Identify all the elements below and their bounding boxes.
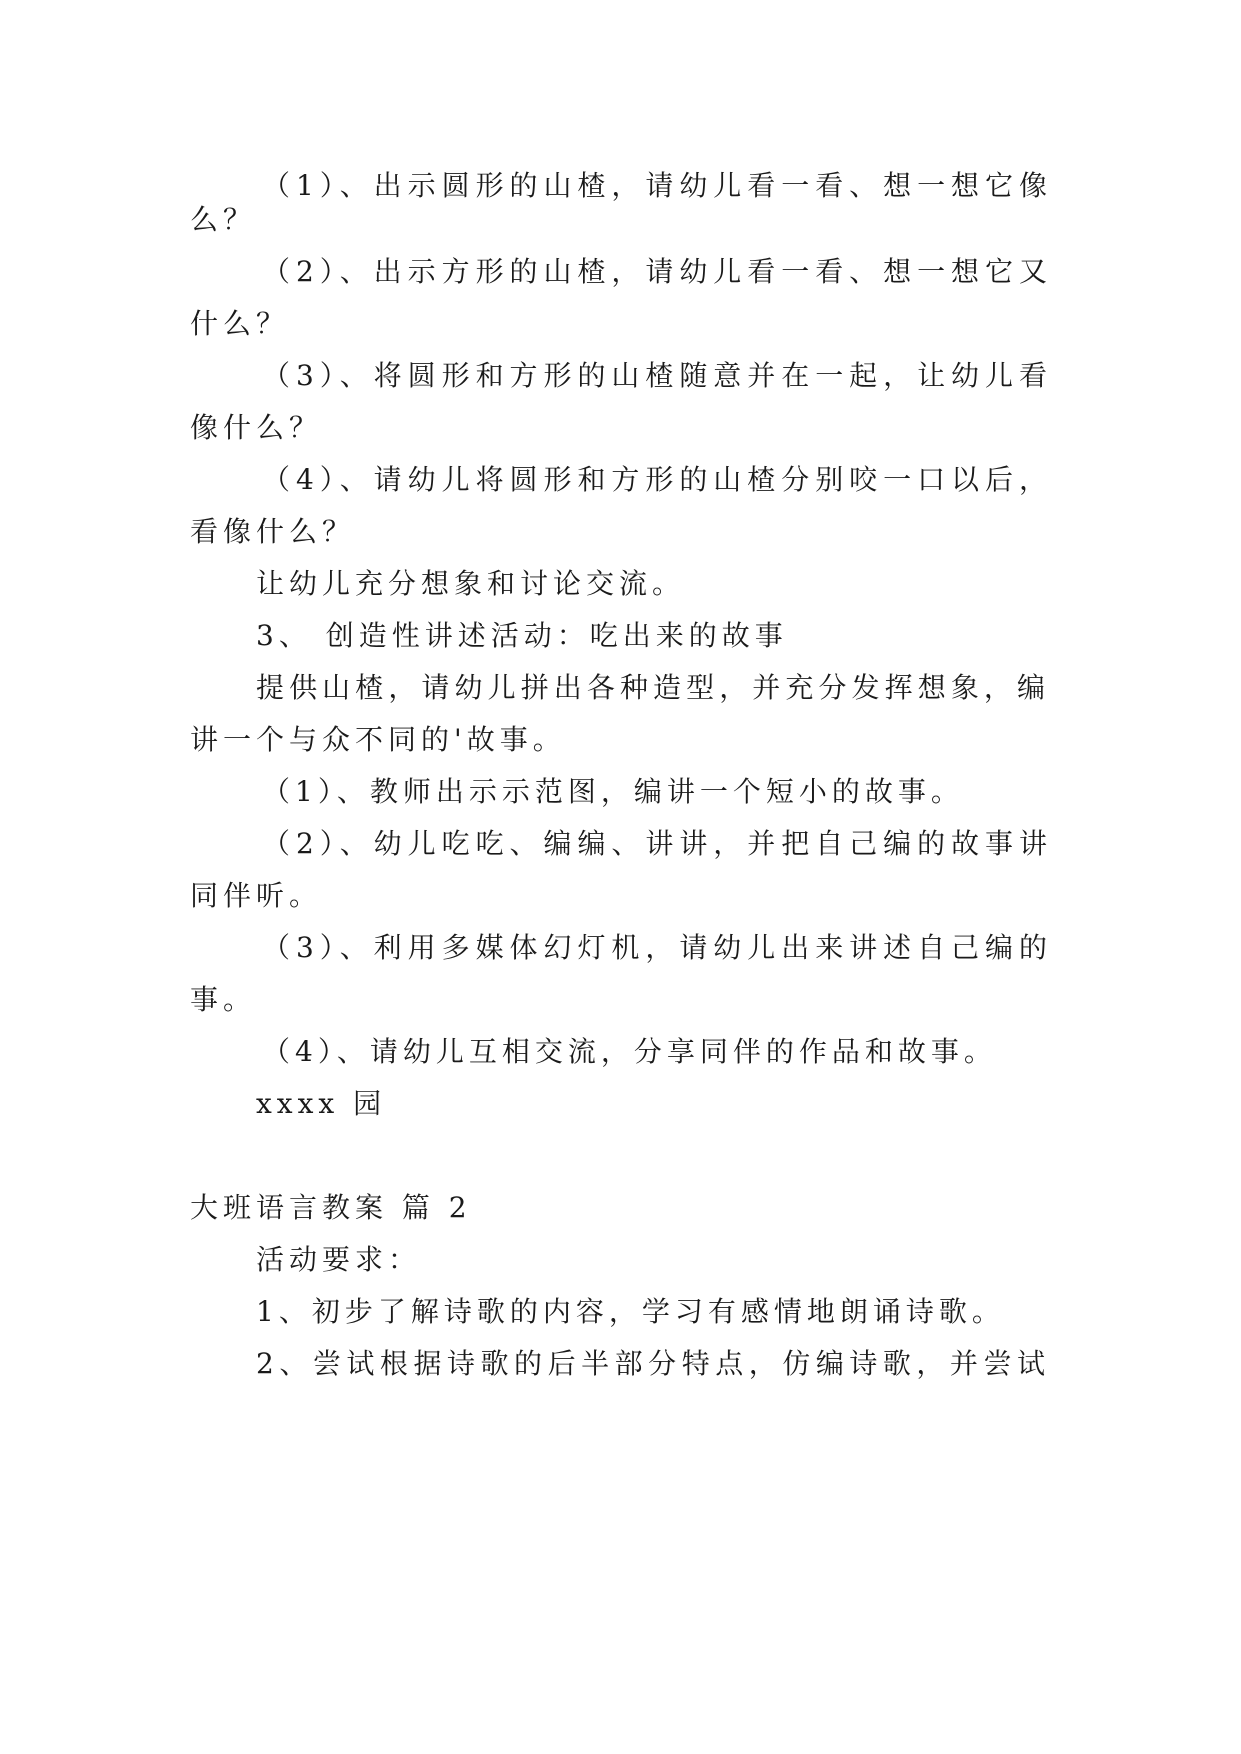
requirement-item-1: 1、初步了解诗歌的内容，学习有感情地朗诵诗歌。 <box>256 1295 1005 1328</box>
paragraph-line-13: （1）、教师出示示范图，编讲一个短小的故事。 <box>262 775 964 808</box>
paragraph-line-2: 么？ <box>190 203 257 236</box>
paragraph-line-9: 让幼儿充分想象和讨论交流。 <box>256 567 686 600</box>
paragraph-line-6: 像什么？ <box>190 411 323 444</box>
paragraph-line-18: （4）、请幼儿互相交流，分享同伴的作品和故事。 <box>262 1035 997 1068</box>
paragraph-line-7: （4）、请幼儿将圆形和方形的山楂分别咬一口以后， <box>262 463 1052 496</box>
paragraph-line-8: 看像什么？ <box>190 515 356 548</box>
paragraph-line-5: （3）、将圆形和方形的山楂随意并在一起，让幼儿看 <box>262 359 1052 392</box>
paragraph-line-14: （2）、幼儿吃吃、编编、讲讲，并把自己编的故事讲 <box>262 827 1052 860</box>
paragraph-line-15: 同伴听。 <box>190 879 323 912</box>
paragraph-line-16: （3）、利用多媒体幻灯机，请幼儿出来讲述自己编的 <box>262 931 1052 964</box>
paragraph-line-3: （2）、出示方形的山楂，请幼儿看一看、想一想它又 <box>262 255 1052 288</box>
section-title: 大班语言教案 篇 2 <box>190 1191 472 1224</box>
paragraph-line-1: （1）、出示圆形的山楂，请幼儿看一看、想一想它像 <box>262 169 1052 202</box>
signature-line: xxxx 园 <box>256 1087 387 1120</box>
requirement-item-2: 2、尝试根据诗歌的后半部分特点，仿编诗歌，并尝试 <box>256 1347 1050 1380</box>
activity-requirements-heading: 活动要求： <box>256 1243 422 1276</box>
paragraph-line-11: 提供山楂，请幼儿拼出各种造型，并充分发挥想象，编 <box>256 671 1050 704</box>
paragraph-line-17: 事。 <box>190 983 257 1016</box>
paragraph-line-4: 什么？ <box>190 307 290 340</box>
section-heading-3: 3、 创造性讲述活动：吃出来的故事 <box>256 619 788 652</box>
paragraph-line-12: 讲一个与众不同的'故事。 <box>190 723 566 756</box>
